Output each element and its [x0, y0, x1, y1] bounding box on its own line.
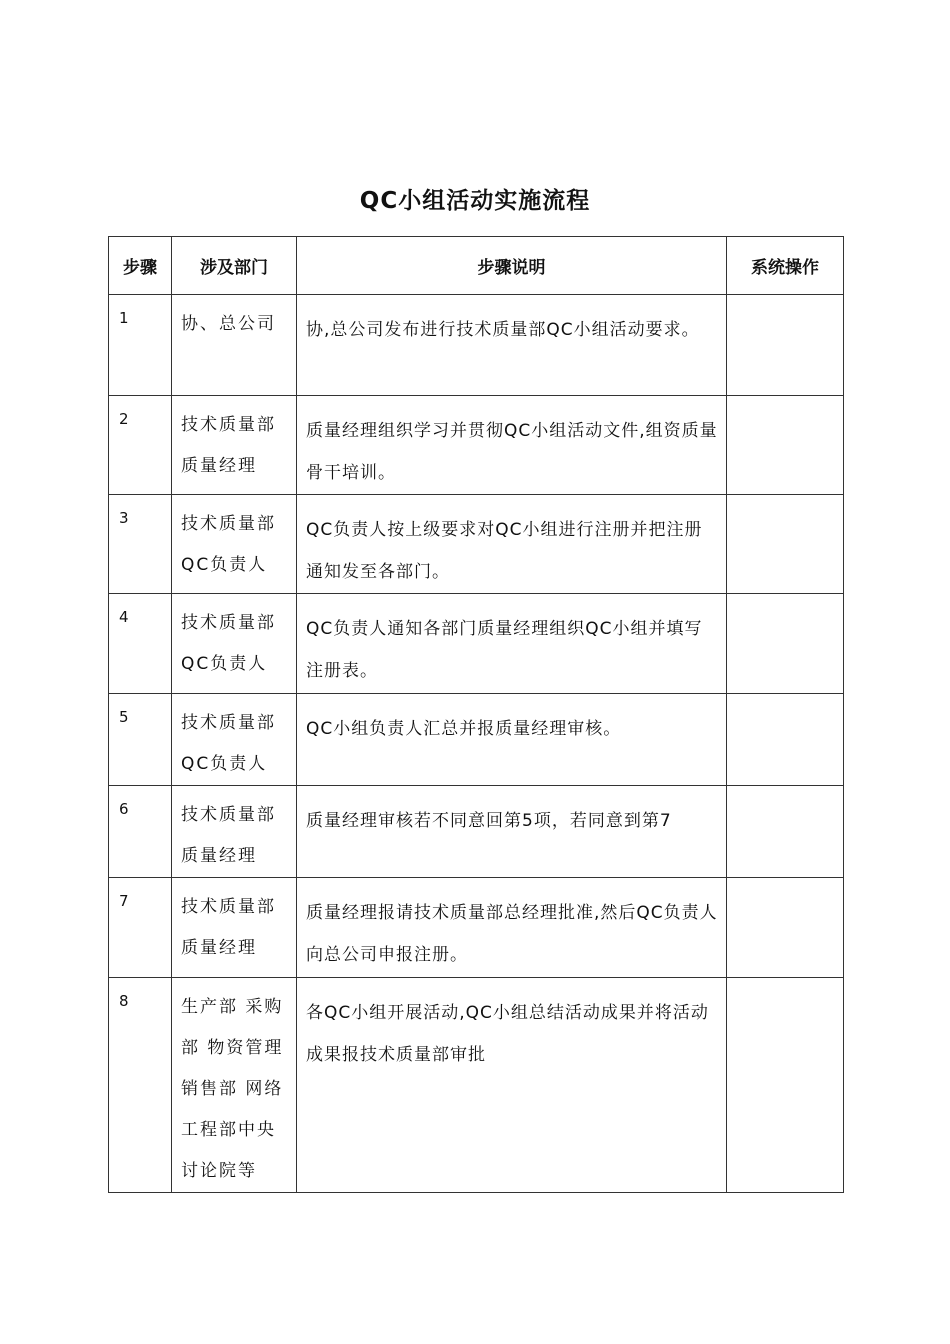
department-cell: 技术质量部 质量经理: [172, 878, 297, 978]
step-number: 2: [109, 396, 172, 495]
table-row: [109, 594, 844, 694]
description-cell: QC负责人按上级要求对QC小组进行注册并把注册通知发至各部门。: [297, 495, 727, 594]
department-cell: 技术质量部 QC负责人: [172, 594, 297, 694]
description-cell: 协,总公司发布进行技术质量部QC小组活动要求。: [297, 295, 727, 396]
system-cell: [727, 694, 844, 786]
header-system: 系统操作: [727, 237, 844, 295]
system-cell: [727, 396, 844, 495]
step-number: 7: [109, 878, 172, 978]
header-row: [109, 237, 844, 295]
description-cell: 质量经理审核若不同意回第5项，若同意到第7: [297, 786, 727, 878]
step-number: 5: [109, 694, 172, 786]
system-cell: [727, 878, 844, 978]
department-cell: 技术质量部 QC负责人: [172, 694, 297, 786]
step-number: 1: [109, 295, 172, 396]
description-cell: 各QC小组开展活动,QC小组总结活动成果并将活动成果报技术质量部审批: [297, 978, 727, 1193]
department-cell: 协、总公司: [172, 295, 297, 396]
table-row: [109, 295, 844, 396]
step-number: 4: [109, 594, 172, 694]
step-number: 6: [109, 786, 172, 878]
step-number: 8: [109, 978, 172, 1193]
system-cell: [727, 594, 844, 694]
system-cell: [727, 978, 844, 1193]
description-cell: 质量经理组织学习并贯彻QC小组活动文件,组资质量骨干培训。: [297, 396, 727, 495]
header-desc: 步骤说明: [297, 237, 727, 295]
department-cell: 技术质量部 质量经理: [172, 786, 297, 878]
department-cell: 生产部 采购部 物资管理 销售部 网络工程部中央讨论院等: [172, 978, 297, 1193]
table-row: [109, 694, 844, 786]
department-cell: 技术质量部 质量经理: [172, 396, 297, 495]
description-cell: QC负责人通知各部门质量经理组织QC小组并填写注册表。: [297, 594, 727, 694]
table-row: [109, 978, 844, 1193]
table-row: [109, 878, 844, 978]
header-dept: 涉及部门: [172, 237, 297, 295]
system-cell: [727, 495, 844, 594]
system-cell: [727, 295, 844, 396]
step-number: 3: [109, 495, 172, 594]
description-cell: 质量经理报请技术质量部总经理批准,然后QC负责人向总公司申报注册。: [297, 878, 727, 978]
table-row: [109, 396, 844, 495]
process-table: [108, 236, 844, 1193]
table-row: [109, 495, 844, 594]
header-step: 步骤: [109, 237, 172, 295]
table-row: [109, 786, 844, 878]
system-cell: [727, 786, 844, 878]
page-title: QC小组活动实施流程: [359, 188, 591, 214]
description-cell: QC小组负责人汇总并报质量经理审核。: [297, 694, 727, 786]
department-cell: 技术质量部 QC负责人: [172, 495, 297, 594]
